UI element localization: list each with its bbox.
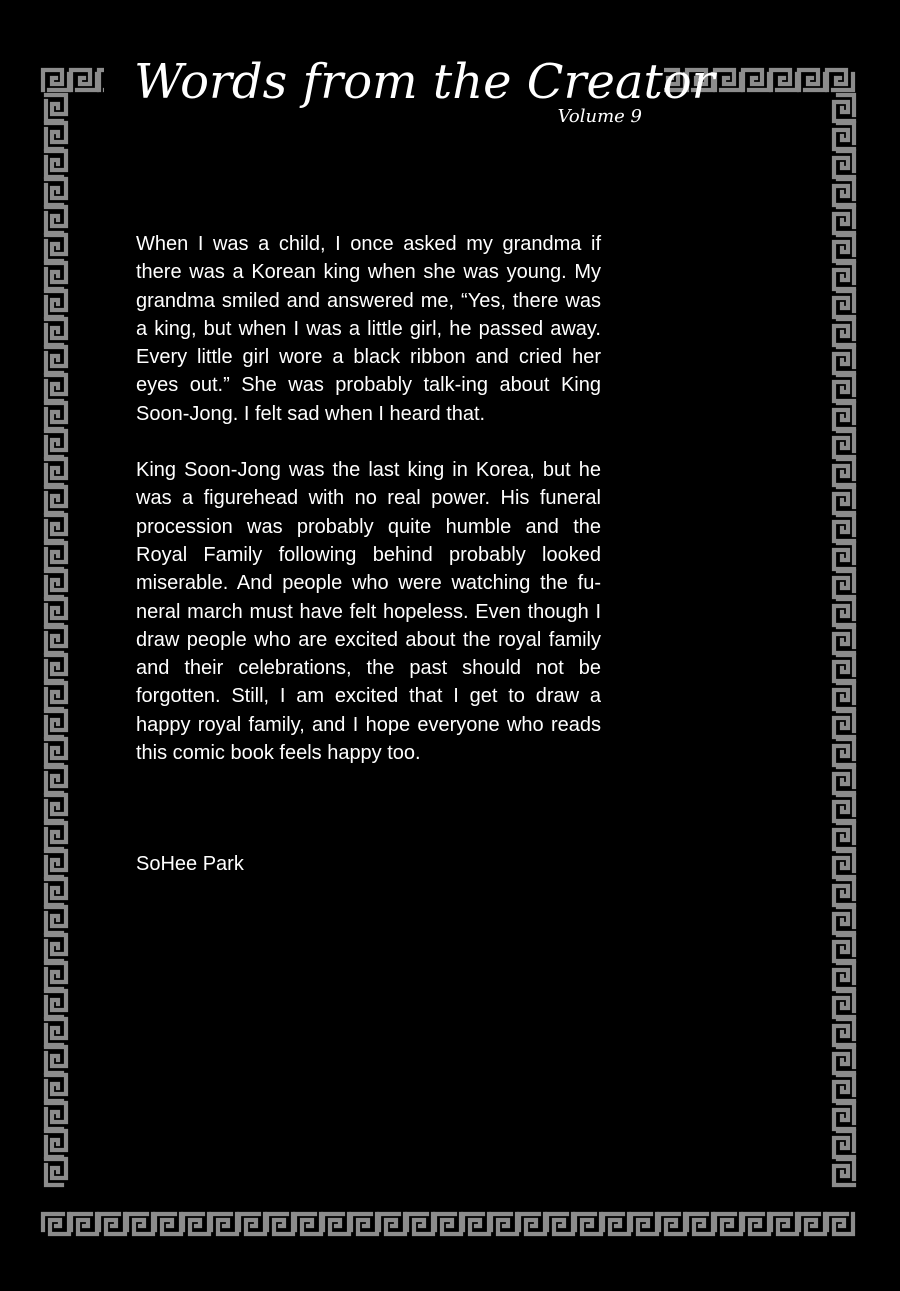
border-tile: [834, 95, 854, 121]
border-tile: [46, 1075, 66, 1101]
border-tile: [834, 263, 854, 289]
border-tile: [834, 179, 854, 205]
border-tile: [834, 851, 854, 877]
border-tile: [834, 935, 854, 961]
border-tile: [46, 179, 66, 205]
border-tile: [211, 1214, 237, 1234]
paragraph-2: King Soon-Jong was the last king in Korea, but he was a figurehead with no real power. His funeral procession was probably quite humble and the Royal Family following behind probably looked miserable. And people who were watching the fu-neral march must have felt hopeless. Even though I draw people who are excited about the royal family and their celebrations, the past should not be forgotten. Still, I am excited that I get to draw a happy royal family, and I hope everyone who reads this comic book feels happy too.: [136, 459, 601, 765]
border-tile: [834, 1131, 854, 1157]
border-tile: [46, 431, 66, 457]
border-tile: [46, 319, 66, 345]
border-tile: [46, 515, 66, 541]
border-tile: [834, 403, 854, 429]
border-tile: [46, 207, 66, 233]
border-tile: [267, 1214, 293, 1234]
border-tile: [71, 1214, 97, 1234]
author-signature: SoHee Park: [136, 853, 244, 875]
border-tile: [46, 375, 66, 401]
border-tile: [46, 123, 66, 149]
border-tile: [46, 235, 66, 261]
border-tile: [834, 627, 854, 653]
border-tile: [715, 1214, 741, 1234]
border-tile: [46, 347, 66, 373]
border-tile: [834, 319, 854, 345]
border-tile: [46, 991, 66, 1017]
border-tile: [43, 1214, 69, 1234]
border-tile: [834, 767, 854, 793]
border-tile: [771, 1214, 797, 1234]
border-tile: [834, 1103, 854, 1129]
border-tile: [46, 963, 66, 989]
border-tile: [46, 711, 66, 737]
border-tile: [46, 907, 66, 933]
border-tile: [435, 1214, 461, 1234]
border-tile: [834, 123, 854, 149]
border-tile: [834, 823, 854, 849]
border-tile: [46, 627, 66, 653]
border-tile: [46, 851, 66, 877]
paragraph-1: When I was a child, I once asked my grandma if there was a Korean king when she was young. My grandma smiled and answered me, “Yes, there was a king, but when I was a little girl, he passed away. Every little girl wore a black ribbon and cried her eyes out.” She was probably talk-ing about King Soon-Jong. I felt sad when I heard that.: [136, 233, 601, 425]
border-tile: [295, 1214, 321, 1234]
border-tile: [799, 1214, 825, 1234]
border-tile: [183, 1214, 209, 1234]
border-tile: [379, 1214, 405, 1234]
border-tile: [351, 1214, 377, 1234]
border-tile: [834, 711, 854, 737]
border-tile: [603, 1214, 629, 1234]
border-tile: [575, 1214, 601, 1234]
border-tile: [519, 1214, 545, 1234]
border-tile: [659, 1214, 685, 1234]
border-tile: [715, 70, 741, 90]
border-tile: [46, 795, 66, 821]
border-tile: [834, 683, 854, 709]
border-tile: [46, 1103, 66, 1129]
border-tile: [46, 823, 66, 849]
border-tile: [834, 655, 854, 681]
border-tile: [46, 739, 66, 765]
border-tile: [407, 1214, 433, 1234]
border-tile: [834, 1019, 854, 1045]
border-tile: [46, 571, 66, 597]
border-tile: [46, 599, 66, 625]
border-tile: [687, 1214, 713, 1234]
border-tile: [43, 70, 69, 90]
border-tile: [46, 1131, 66, 1157]
border-tile: [71, 70, 97, 90]
border-tile: [46, 543, 66, 569]
border-tile: [46, 655, 66, 681]
border-tile: [834, 739, 854, 765]
border-tile: [46, 459, 66, 485]
border-tile: [834, 375, 854, 401]
border-tile: [743, 1214, 769, 1234]
border-tile: [547, 1214, 573, 1234]
border-tile: [834, 599, 854, 625]
border-tile: [771, 70, 797, 90]
border-tile: [834, 291, 854, 317]
border-tile: [834, 459, 854, 485]
border-tile: [46, 263, 66, 289]
page-title: Words from the Creator: [134, 54, 715, 110]
border-tile: [46, 95, 66, 121]
border-tile: [834, 1159, 854, 1185]
border-tile: [834, 431, 854, 457]
border-tile: [46, 683, 66, 709]
border-tile: [46, 1159, 66, 1185]
border-tile: [127, 1214, 153, 1234]
border-tile: [834, 1075, 854, 1101]
border-tile: [834, 487, 854, 513]
border-tile: [834, 207, 854, 233]
border-tile: [834, 879, 854, 905]
border-tile: [463, 1214, 489, 1234]
border-tile: [834, 571, 854, 597]
border-tile: [743, 70, 769, 90]
border-tile: [834, 963, 854, 989]
border-tile: [799, 70, 825, 90]
border-tile: [46, 767, 66, 793]
border-tile: [834, 795, 854, 821]
border-tile: [827, 70, 853, 90]
border-tile: [834, 515, 854, 541]
border-tile: [239, 1214, 265, 1234]
header: [104, 46, 715, 146]
border-tile: [834, 907, 854, 933]
border-tile: [631, 1214, 657, 1234]
border-tile: [46, 291, 66, 317]
volume-subtitle: Volume 9: [557, 106, 642, 127]
border-tile: [323, 1214, 349, 1234]
border-tile: [46, 935, 66, 961]
border-tile: [834, 347, 854, 373]
border-tile: [46, 879, 66, 905]
border-tile: [99, 1214, 125, 1234]
border-tile: [827, 1214, 853, 1234]
border-tile: [155, 1214, 181, 1234]
border-tile: [834, 543, 854, 569]
border-tile: [46, 403, 66, 429]
border-tile: [46, 487, 66, 513]
border-tile: [834, 151, 854, 177]
border-tile: [46, 1019, 66, 1045]
border-tile: [46, 1047, 66, 1073]
border-tile: [834, 991, 854, 1017]
border-tile: [491, 1214, 517, 1234]
border-tile: [834, 235, 854, 261]
border-tile: [46, 151, 66, 177]
body-text: [136, 230, 601, 795]
border-tile: [834, 1047, 854, 1073]
